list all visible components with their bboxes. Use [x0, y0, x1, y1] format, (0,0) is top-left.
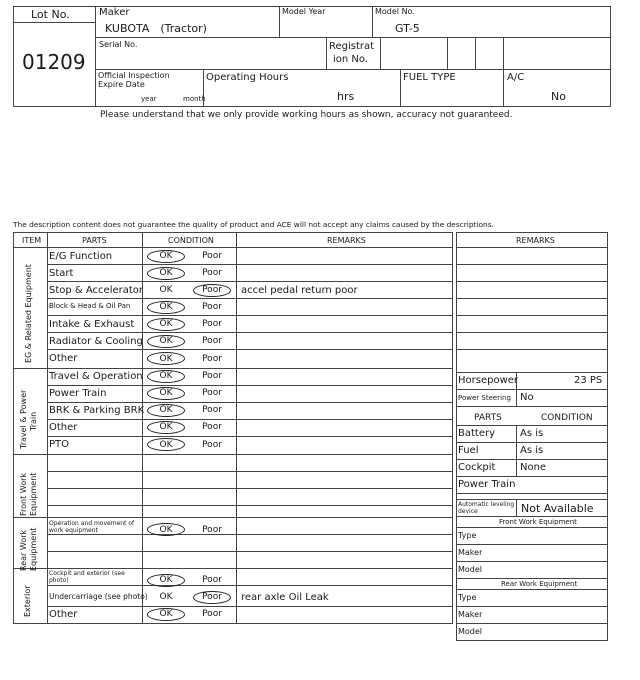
side-parts-header: PARTS	[474, 413, 502, 423]
rear-equipment-title: Rear Work Equipment	[501, 580, 578, 588]
rear-type-label: Type	[458, 593, 477, 602]
ok-option: OK	[159, 336, 173, 346]
fuel-value: As is	[520, 445, 544, 456]
poor-option: Poor	[202, 592, 222, 602]
ok-option: OK	[159, 371, 173, 381]
battery-value: As is	[520, 428, 544, 439]
poor-option: Poor	[202, 371, 222, 381]
poor-option: Poor	[202, 336, 222, 346]
row-divider	[47, 606, 453, 607]
row-divider	[47, 436, 453, 437]
poor-option: Poor	[202, 439, 222, 450]
rear-model-label: Model	[458, 627, 483, 636]
row-part-label: Other	[49, 421, 78, 433]
category-exterior: Exterior	[23, 585, 32, 617]
inspection-label-2: Expire Date	[98, 80, 145, 89]
poor-option: Poor	[202, 388, 222, 398]
operating-hours-label: Operating Hours	[206, 72, 289, 83]
row-part-label: Radiator & Cooling	[49, 335, 143, 347]
row-divider	[47, 385, 453, 386]
auto-leveling-label-2: device	[458, 508, 478, 515]
row-divider	[47, 551, 453, 552]
parts-header: PARTS	[82, 236, 107, 245]
row-divider	[47, 298, 453, 299]
row-part-label: BRK & Parking BRK	[49, 404, 145, 416]
row-divider	[47, 281, 453, 282]
poor-option: Poor	[202, 268, 222, 278]
right-remarks-header: REMARKS	[516, 236, 555, 245]
row-remark: accel pedal return poor	[241, 284, 358, 296]
category-rear-line2: Equipment	[29, 527, 38, 571]
row-divider	[47, 488, 453, 489]
poor-option: Poor	[202, 405, 222, 415]
ok-option: OK	[159, 353, 173, 364]
ok-option: OK	[159, 524, 173, 535]
ok-option: OK	[159, 422, 173, 432]
row-part-label: Travel & Operation	[49, 370, 143, 382]
category-rear-line1: Rear Work	[19, 529, 28, 571]
poor-option: Poor	[202, 302, 222, 312]
row-divider	[47, 315, 453, 316]
row-divider	[47, 332, 453, 333]
front-equipment-title: Front Work Equipment	[499, 518, 577, 526]
ok-option: OK	[159, 609, 173, 619]
row-part-label: E/G Function	[49, 250, 113, 262]
fuel-label: Fuel	[458, 445, 479, 456]
row-part-label: Undercarriage (see photo)	[49, 591, 148, 601]
category-travel-line1: Travel & Power	[19, 389, 28, 449]
poor-option: Poor	[202, 524, 222, 535]
auto-leveling-label-1: Automatic leveling	[458, 501, 515, 508]
disclaimer-text: The description content does not guarantee the quality of product and ACE will not accept any claims caused by the descriptions.	[13, 220, 494, 229]
model-year-label: Model Year	[282, 7, 326, 16]
cockpit-value: None	[520, 462, 547, 473]
inspection-label-1: Official Inspection	[98, 71, 170, 80]
row-divider	[47, 402, 453, 403]
condition-header: CONDITION	[168, 236, 214, 245]
category-front-line1: Front Work	[19, 472, 28, 516]
front-model-label: Model	[458, 565, 483, 574]
power-train-label: Power Train	[458, 479, 516, 490]
horsepower-label: Horsepower	[458, 375, 519, 386]
ok-option: OK	[159, 575, 173, 585]
ac-value: No	[551, 90, 566, 103]
ok-option: OK	[159, 302, 173, 312]
row-divider	[47, 349, 453, 350]
row-part-label: Cockpit and exterior (see photo)	[49, 570, 125, 584]
model-no-value: GT-5	[395, 22, 420, 35]
poor-option: Poor	[202, 609, 222, 619]
auto-leveling-value: Not Available	[521, 502, 594, 515]
ok-option: OK	[159, 285, 173, 295]
ac-label: A/C	[507, 72, 525, 83]
poor-option: Poor	[202, 251, 222, 261]
registration-label-1: Registrat	[329, 41, 375, 52]
row-part-label: Block & Head & Oil Pan	[49, 301, 131, 310]
year-label: year	[141, 95, 157, 103]
maker-label: Maker	[99, 7, 130, 18]
serial-no-label: Serial No.	[99, 40, 138, 49]
item-header: ITEM	[22, 236, 42, 245]
front-maker-label: Maker	[458, 548, 483, 557]
battery-label: Battery	[458, 428, 496, 439]
horsepower-value: 23 PS	[574, 375, 603, 386]
ok-option: OK	[159, 388, 173, 398]
ok-option: OK	[159, 268, 173, 278]
row-part-label: Stop & Accelerator	[49, 284, 144, 296]
month-label: month	[183, 95, 206, 103]
lot-no-label: Lot No.	[31, 8, 70, 21]
ok-option: OK	[159, 439, 173, 450]
row-divider	[47, 585, 453, 586]
registration-label-2: ion No.	[333, 54, 369, 65]
power-steering-value: No	[520, 392, 534, 403]
row-divider	[47, 505, 453, 506]
power-steering-label: Power Steering	[458, 394, 511, 402]
row-part-label: Start	[49, 267, 74, 279]
side-condition-header: CONDITION	[541, 413, 593, 423]
front-type-label: Type	[458, 531, 477, 540]
ok-option: OK	[159, 251, 173, 261]
row-part-label: Power Train	[49, 387, 107, 399]
ok-option: OK	[159, 405, 173, 415]
maker-value: KUBOTA (Tractor)	[105, 22, 207, 35]
poor-option: Poor	[202, 422, 222, 432]
row-remark: rear axle Oil Leak	[241, 591, 329, 603]
row-part-label: Other	[49, 608, 78, 620]
row-divider	[47, 419, 453, 420]
row-part-label: PTO	[49, 439, 70, 450]
poor-option: Poor	[202, 575, 222, 585]
row-divider	[47, 471, 453, 472]
rear-maker-label: Maker	[458, 610, 483, 619]
ok-option: OK	[159, 319, 173, 329]
cockpit-label: Cockpit	[458, 462, 496, 473]
row-divider	[47, 264, 453, 265]
notice-text: Please understand that we only provide working hours as shown, accuracy not guaranteed.	[100, 110, 513, 120]
lot-no-value: 01209	[22, 50, 86, 74]
remarks-header: REMARKS	[327, 236, 366, 245]
row-part-label: Operation and movement of work equipment	[49, 520, 135, 534]
category-front-line2: Equipment	[29, 472, 38, 516]
category-travel-line2: Train	[29, 411, 38, 431]
row-part-label: Intake & Exhaust	[49, 318, 135, 330]
poor-option: Poor	[202, 285, 222, 295]
poor-option: Poor	[202, 353, 222, 364]
row-part-label: Other	[49, 353, 78, 364]
poor-option: Poor	[202, 319, 222, 329]
model-no-label: Model No.	[375, 7, 415, 16]
fuel-type-label: FUEL TYPE	[403, 72, 456, 83]
ok-option: OK	[159, 592, 173, 602]
hrs-label: hrs	[337, 90, 355, 103]
category-eg: EG & Related Equipment	[24, 264, 33, 363]
